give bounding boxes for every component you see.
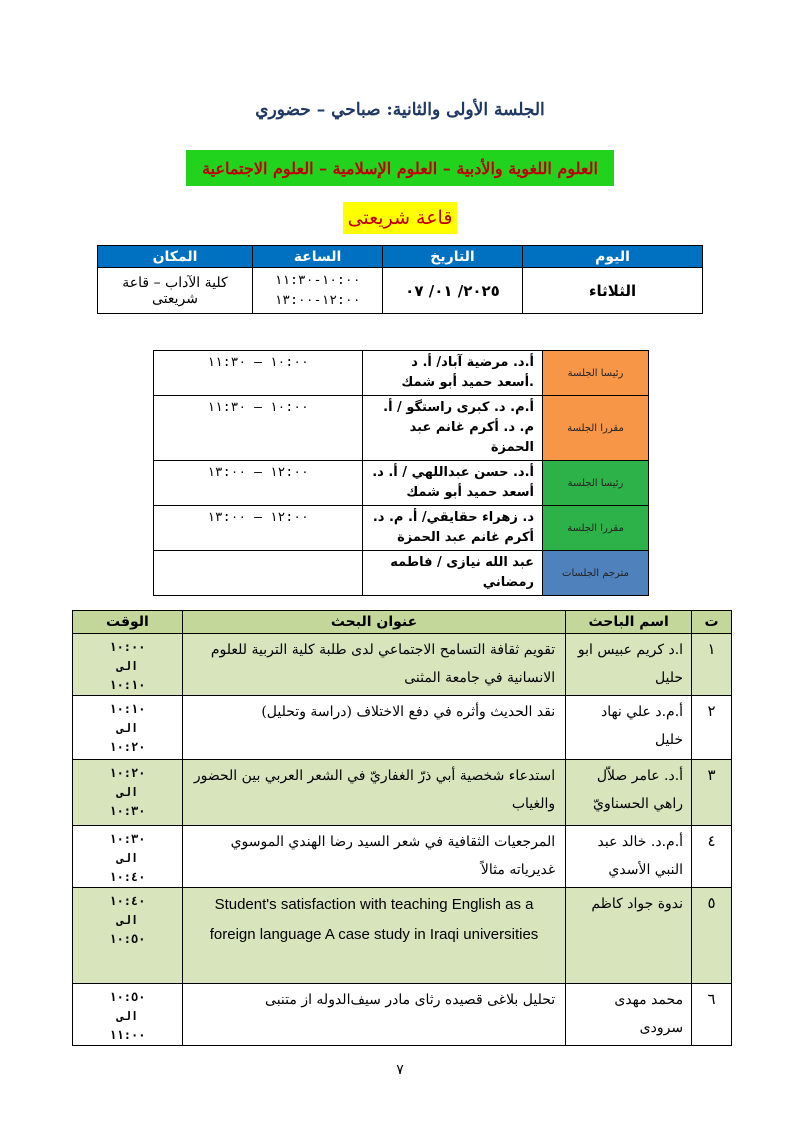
paper-number: ٣ (692, 760, 732, 826)
paper-time-to: ١٠:٣٠ (109, 804, 146, 818)
papers-table (72, 610, 732, 1046)
paper-author: ا.د كريم عبيس ابو حليل (566, 634, 692, 696)
table-row (73, 696, 732, 760)
paper-time-from: ١٠:٣٠ (109, 832, 146, 846)
session-time-1: ١٠:٠٠-١١:٣٠ (274, 272, 361, 288)
paper-time (73, 826, 183, 888)
session-times (253, 268, 383, 314)
chair-time: ١٢:٠٠ – ١٣:٠٠ (154, 506, 363, 551)
paper-author: أ.د. عامر صلاّل راهي الحسناويّ (566, 760, 692, 826)
hall-name: قاعة شريعتى (343, 202, 457, 234)
session-title: الجلسة الأولى والثانية: صباحي – حضوري (255, 100, 545, 120)
paper-number: ٤ (692, 826, 732, 888)
chair-names: أ.م. د. كبرى راستگو / أ. م. د. أكرم غانم عبد الحمزة (363, 396, 543, 461)
header-day: اليوم (523, 246, 703, 268)
chair-row (154, 551, 649, 596)
paper-title: المرجعيات الثقافية في شعر السيد رضا الهندي الموسوي غديرياته مثالاً (182, 826, 565, 888)
paper-time-to-label: الى (116, 1009, 139, 1023)
info-row (98, 268, 703, 314)
chair-role: مقررا الجلسة (543, 396, 649, 461)
header-place: المكان (98, 246, 253, 268)
paper-author: أ.م.د. خالد عبد النبي الأسدي (566, 826, 692, 888)
chair-row (154, 461, 649, 506)
session-chairs-table (153, 350, 649, 596)
header-title: عنوان البحث (182, 611, 565, 634)
table-row (73, 984, 732, 1046)
paper-title: Student's satisfaction with teaching English as a foreign language A case study in Iraqi universities (182, 888, 565, 984)
chair-role: مترجم الجلسات (543, 551, 649, 596)
header-author: اسم الباحث (566, 611, 692, 634)
paper-number: ٦ (692, 984, 732, 1046)
paper-title: تحليل بلاغى قصيده رثاى مادر سيف‌الدوله از متنبى (182, 984, 565, 1046)
paper-time-to: ١٠:٤٠ (109, 870, 146, 884)
header-num: ت (692, 611, 732, 634)
session-info-table (97, 245, 703, 314)
chair-names: د. زهراء حقايقي/ أ. م. د. أكرم غانم عبد الحمزة (363, 506, 543, 551)
info-header-row (98, 246, 703, 268)
chair-names: أ.د. حسن عبداللهي / أ. د. أسعد حميد أبو شمك (363, 461, 543, 506)
header-time: الساعة (253, 246, 383, 268)
chair-time: ١٢:٠٠ – ١٣:٠٠ (154, 461, 363, 506)
paper-time-to-label: الى (116, 721, 139, 735)
paper-time (73, 984, 183, 1046)
paper-time-from: ١٠:٢٠ (109, 766, 146, 780)
paper-time-to: ١١:٠٠ (109, 1028, 146, 1042)
paper-number: ٢ (692, 696, 732, 760)
page-number: ٧ (396, 1062, 404, 1078)
session-date: ٢٠٢٥/ ٠١/ ٠٧ (383, 268, 523, 314)
paper-time-to-label: الى (116, 851, 139, 865)
chair-row (154, 351, 649, 396)
paper-time-to: ١٠:٢٠ (109, 740, 146, 754)
session-subtitle: العلوم اللغوية والأدبية – العلوم الإسلامية – العلوم الاجتماعية (186, 150, 614, 186)
paper-time-from: ١٠:٤٠ (109, 894, 146, 908)
paper-title: تقويم ثقافة التسامح الاجتماعي لدى طلبة كلية التربية للعلوم الانسانية في جامعة المثنى (182, 634, 565, 696)
paper-title: استدعاء شخصية أبي ذرّ الغفاريّ في الشعر العربي بين الحضور والغياب (182, 760, 565, 826)
paper-number: ٥ (692, 888, 732, 984)
paper-time-to-label: الى (116, 659, 139, 673)
paper-number: ١ (692, 634, 732, 696)
header-date: التاريخ (383, 246, 523, 268)
paper-time-from: ١٠:٥٠ (109, 990, 146, 1004)
chair-row (154, 396, 649, 461)
chair-time (154, 551, 363, 596)
table-row (73, 826, 732, 888)
paper-time (73, 760, 183, 826)
paper-time-to-label: الى (116, 913, 139, 927)
chair-time: ١٠:٠٠ – ١١:٣٠ (154, 396, 363, 461)
session-day: الثلاثاء (523, 268, 703, 314)
chair-role: رئيسا الجلسة (543, 351, 649, 396)
paper-title: نقد الحديث وأثره في دفع الاختلاف (دراسة وتحليل) (182, 696, 565, 760)
paper-time-from: ١٠:١٠ (109, 702, 146, 716)
paper-time (73, 634, 183, 696)
paper-time-from: ١٠:٠٠ (109, 640, 146, 654)
chair-names: أ.د. مرضية آباد/ أ. د .أسعد حميد أبو شمك (363, 351, 543, 396)
papers-header-row (73, 611, 732, 634)
chair-role: رئيسا الجلسة (543, 461, 649, 506)
paper-time-to-label: الى (116, 785, 139, 799)
table-row (73, 760, 732, 826)
paper-time-to: ١٠:٥٠ (109, 932, 146, 946)
paper-time-to: ١٠:١٠ (109, 678, 146, 692)
paper-time (73, 888, 183, 984)
session-time-2: ١٢:٠٠-١٣:٠٠ (274, 292, 361, 308)
table-row (73, 888, 732, 984)
chair-row (154, 506, 649, 551)
paper-author: أ.م.د علي نهاد خليل (566, 696, 692, 760)
header-paper-time: الوقت (73, 611, 183, 634)
chair-names: عبد الله نيازى / فاطمه رمضاني (363, 551, 543, 596)
table-row (73, 634, 732, 696)
chair-role: مقررا الجلسة (543, 506, 649, 551)
session-place: كلية الآداب – قاعة شريعتى (98, 268, 253, 314)
chair-time: ١٠:٠٠ – ١١:٣٠ (154, 351, 363, 396)
paper-time (73, 696, 183, 760)
paper-author: ندوة جواد كاظم (566, 888, 692, 984)
paper-author: محمد مهدى سرودى (566, 984, 692, 1046)
